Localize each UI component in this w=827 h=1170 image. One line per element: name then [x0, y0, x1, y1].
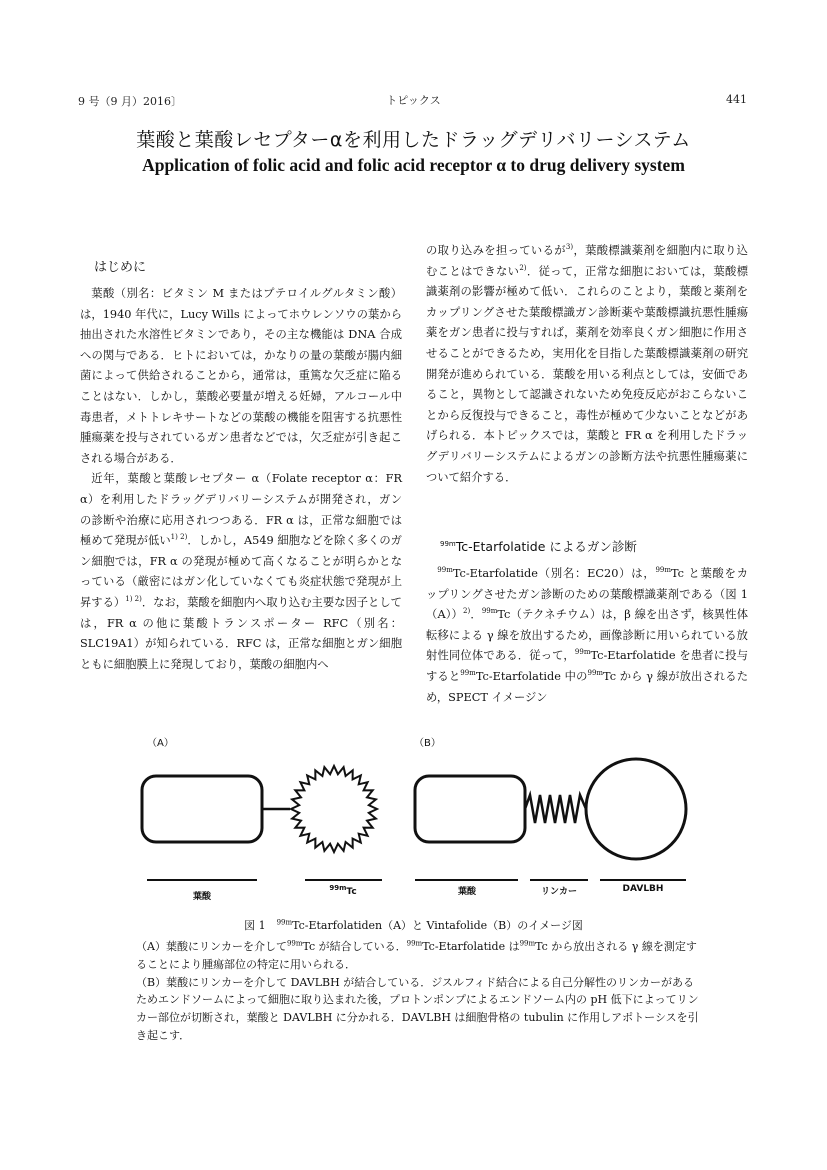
- folate-box-b: [415, 776, 525, 842]
- reference-marker: 2): [519, 263, 527, 272]
- intro-paragraph-1: 葉酸（別名：ビタミン M またはプテロイルグルタミン酸）は，1940 年代に，Lucy Wills によってホウレンソウの葉から抽出された水溶性ビタミンであり，その主な機能は DNA 合成への関与である．ヒトにおいては，かなりの量の葉酸が腸内細菌によって供給されることから，通常は，重篤な欠乏症に陥ることはない．しかし，葉酸必要量が増える妊婦，アルコール中毒患者，メトトレキサートなどの葉酸の機能を阻害する抗悪性腫瘍薬を投与されているガン患者などでは，欠乏症が引き起こされる場合がある．: [80, 287, 402, 465]
- davlbh-circle: [586, 759, 686, 859]
- figure-panel-b-label: （B）: [414, 738, 441, 749]
- linker-zigzag: [525, 795, 586, 823]
- caption-panel-b: （B）葉酸にリンカーを介して DAVLBH が結合している．ジスルフィド結合による自己分解性のリンカーがあるためエンドソームによって細胞に取り込まれた後，プロトンポンプによるエンドソーム内の pH 低下によってリンカー部位が切断され，葉酸と DAVLBH に分かれる．DAVLBH は細胞骨格の tubulin に作用しアポトーシスを引き起こす．: [136, 975, 699, 1042]
- label-tc: $^{99m}$Tc: [329, 884, 357, 897]
- reference-marker: 3): [565, 243, 574, 252]
- running-header-issue: 9 号（9 月）2016〕: [78, 95, 182, 108]
- label-folate-b: 葉酸: [457, 887, 476, 897]
- figure-panel-a-label: （A）: [147, 738, 174, 749]
- tc-starburst: [291, 766, 377, 852]
- section-heading-intro: はじめに: [94, 260, 147, 275]
- caption-panel-a: （A）葉酸にリンカーを介して$^{99m}$Tc が結合している．$^{99m}$Tc-Etarfolatide は$^{99m}$Tc から放出される γ 線を測定することにより腫瘍部位の特定に用いられる．: [136, 939, 697, 971]
- label-davlbh: DAVLBH: [622, 884, 664, 894]
- page-number: 441: [726, 93, 747, 106]
- section-heading-etarfolatide: $^{99m}$Tc-Etarfolatide によるガン診断: [440, 539, 637, 554]
- intro-paragraph-2: 近年，葉酸と葉酸レセプター α（Folate receptor α：FR α）を利用したドラッグデリバリーシステムが開発され，ガンの診断や治療に応用されつつある．FR α は，正常な細胞では極めて発現が低い$^{1) 2)}$．しかし，A549 細胞などを除く多くのガン細胞では，FR α の発現が極めて高くなることが明らかとなっている（厳密にはガン化していなくても炎症状態で発現が上昇する）$^{1) 2)}$．なお，葉酸を細胞内へ取り込む主要な因子としては，FR α の他に葉酸トランスポーター RFC（別名：SLC19A1）が知られている．RFC は，正常な細胞とガン細胞ともに細胞膜上に発現しており，葉酸の細胞内へ: [80, 472, 402, 671]
- label-linker: リンカー: [540, 887, 577, 897]
- title-english: Application of folic acid and folic acid receptor α to drug delivery system: [142, 155, 685, 175]
- etarfolatide-paragraph: $^{99m}$Tc-Etarfolatide（別名：EC20）は，$^{99m}$Tc と葉酸をカップリングさせたガン診断のための葉酸標識薬剤である（図 1（A））$^{2)}$．$^{99m}$Tc（テクネチウム）は，β 線を出さず，核異性体転移による γ 線を放出するため，画像診断に用いられている放射性同位体である．従って，$^{99m}$Tc-Etarfolatide を患者に投与すると$^{99m}$Tc-Etarfolatide 中の$^{99m}$Tc から γ 線が放出されるため，SPECT イメージン: [426, 566, 749, 704]
- reference-marker: 1) 2): [125, 595, 142, 604]
- label-folate-a: 葉酸: [192, 892, 211, 902]
- folate-box-a: [142, 776, 262, 842]
- running-header-section: トピックス: [386, 94, 441, 107]
- reference-marker: 1) 2): [170, 533, 188, 542]
- figure-caption-body: [136, 938, 700, 1045]
- figure-caption-title: 図 1 $^{99m}$Tc-Etarfolatiden（A）と Vintafolide（B）のイメージ図: [244, 918, 583, 932]
- title-japanese: 葉酸と葉酸レセプターαを利用したドラッグデリバリーシステム: [136, 129, 691, 151]
- intro-continuation: の取り込みを担っているが$^{3)}$，葉酸標識薬剤を細胞内に取り込むことはできない$^{2)}$．従って，正常な細胞においては，葉酸標識薬剤の影響が極めて低い．これらのことより，葉酸と薬剤をカップリングさせた葉酸標識ガン診断薬や葉酸標識抗悪性腫瘍薬をガン患者に投与すれば，薬剤を効率良くガン細胞に作用させることができるため，実用化を目指した葉酸標識薬剤の研究開発が進められている．葉酸を用いる利点としては，安価であること，異物として認識されないため免疫反応がおこらないことから反復投与できること，毒性が極めて少ないことなどがあげられる．本トピックスでは，葉酸と FR α を利用したドラッグデリバリーシステムによるガンの診断方法や抗悪性腫瘍薬について紹介する．: [426, 243, 748, 484]
